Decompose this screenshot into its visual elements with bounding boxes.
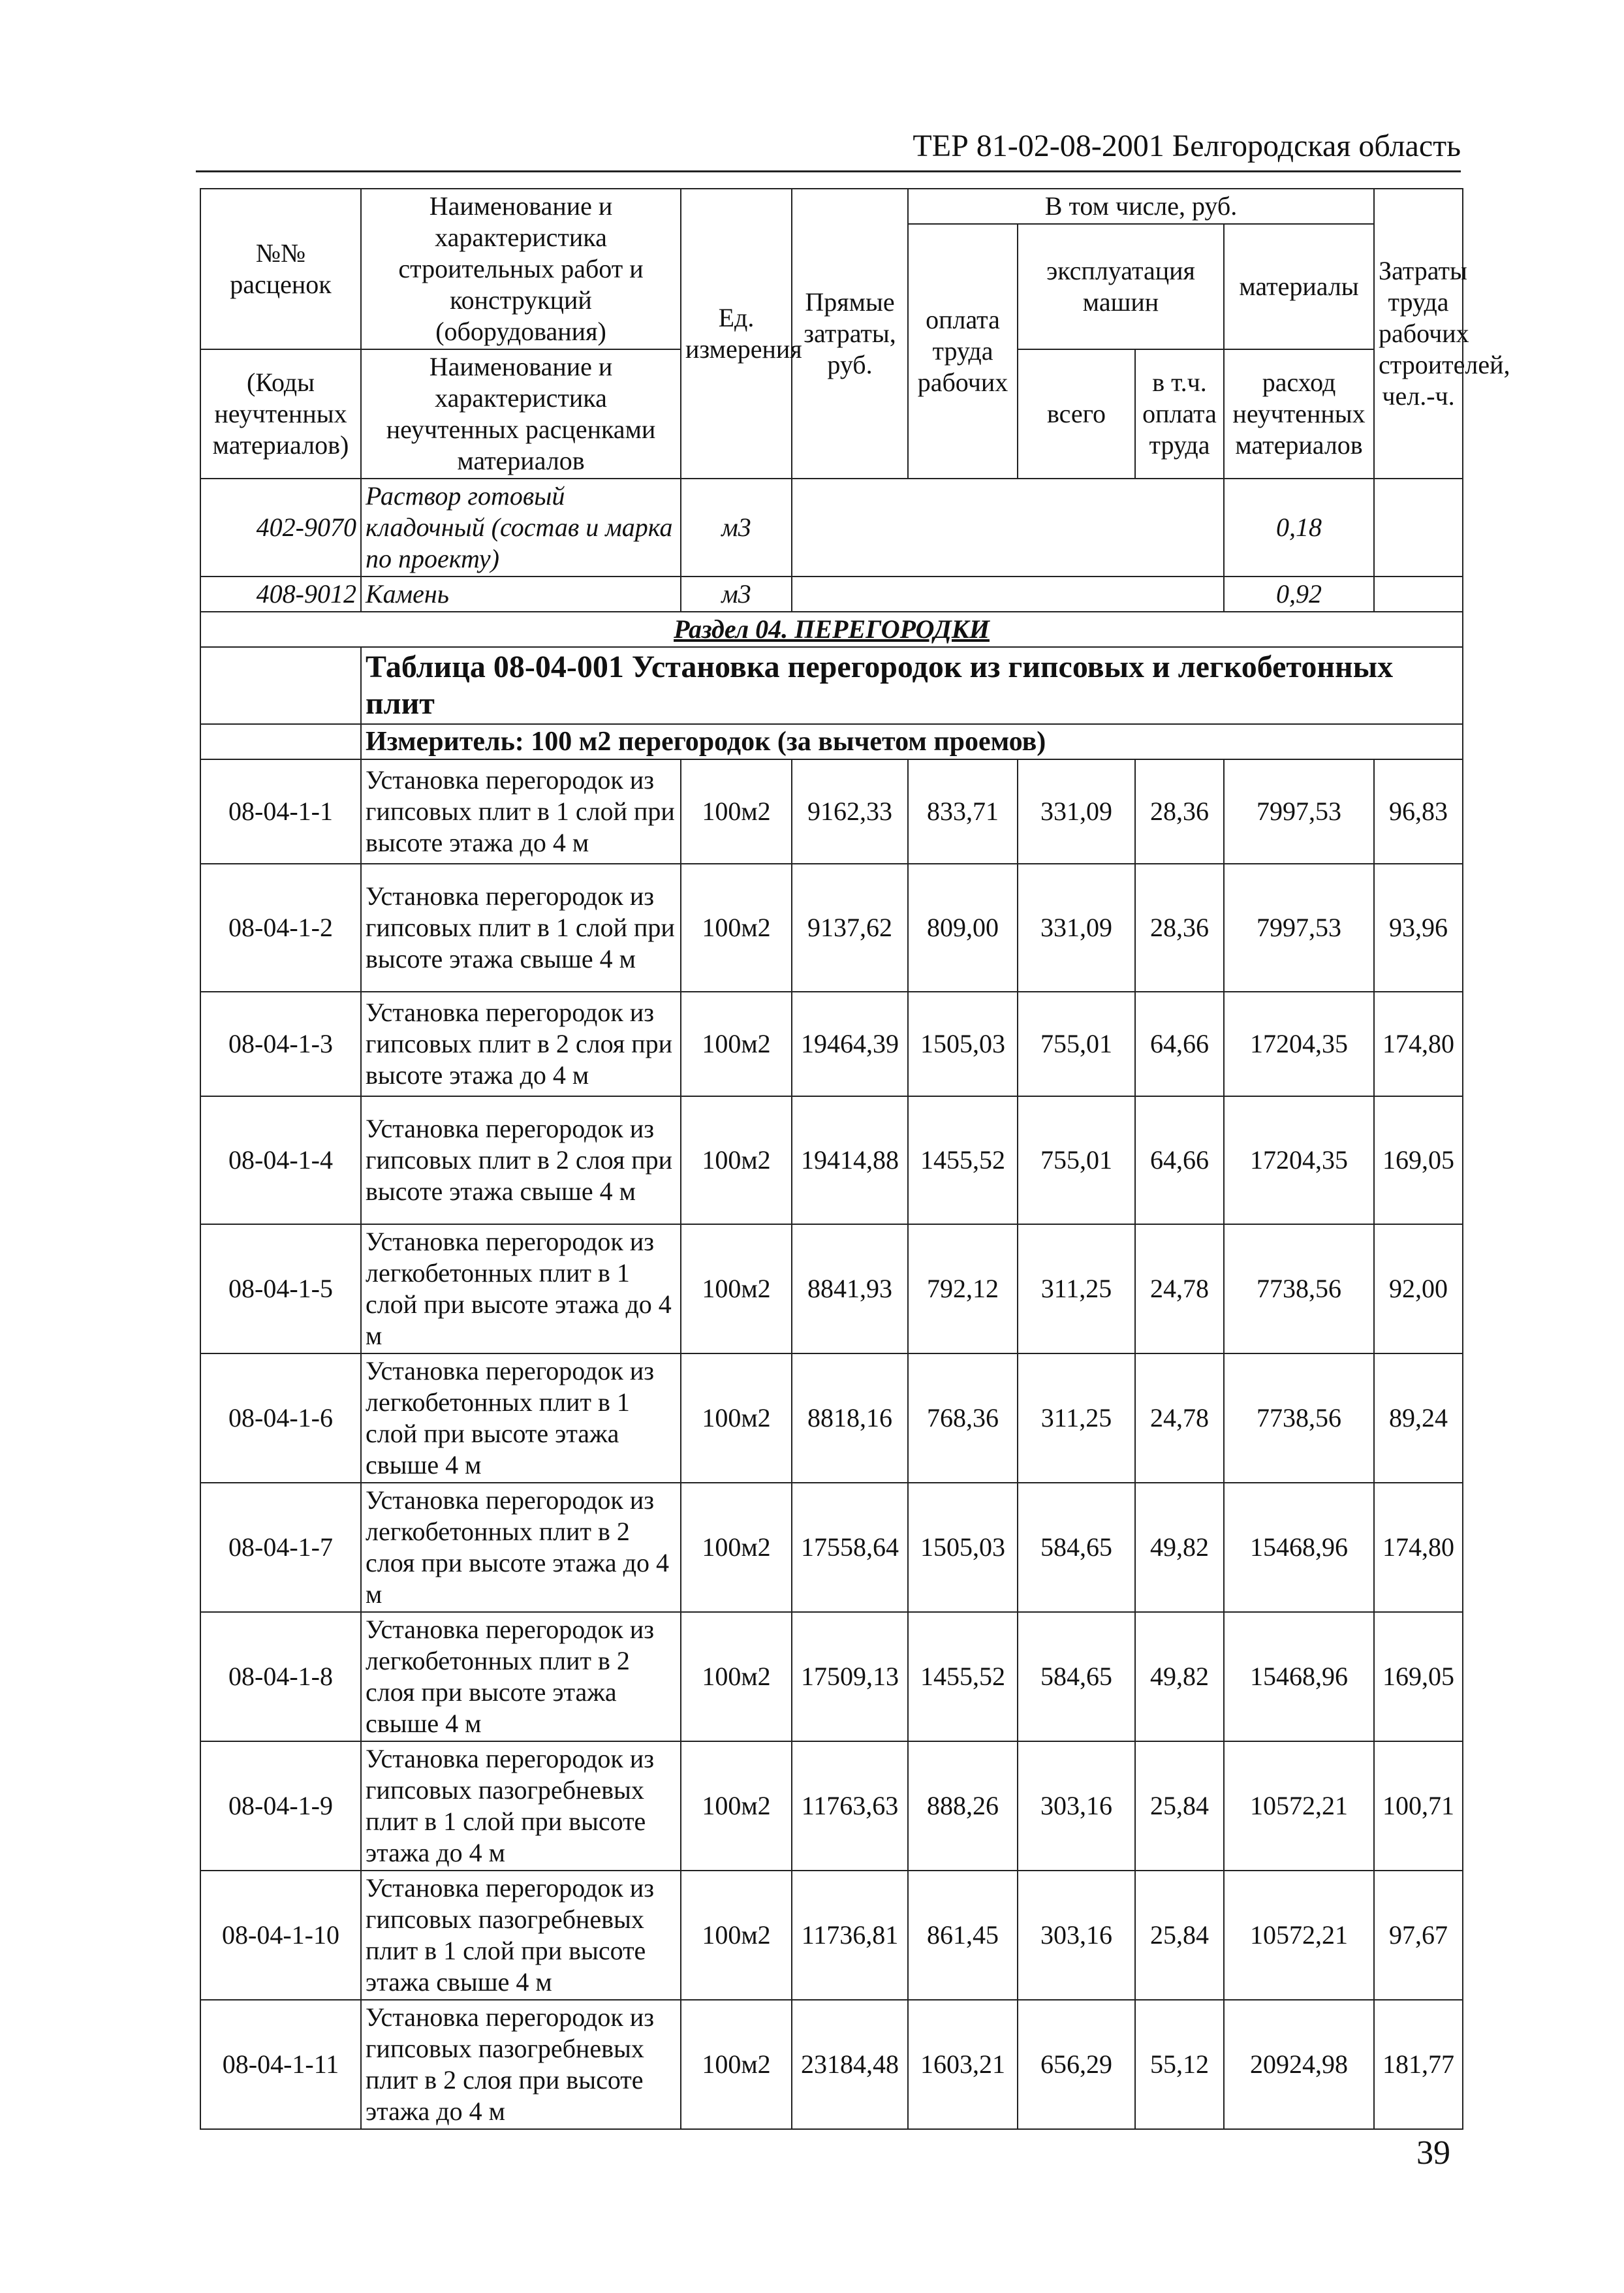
rate-description: Установка перегородок из гипсовых пазогребневых плит в 1 слой при высоте этажа до 4 м <box>361 1741 681 1871</box>
rate-code: 08-04-1-6 <box>200 1353 361 1483</box>
labor-pay: 861,45 <box>908 1871 1018 2000</box>
labor-hours: 169,05 <box>1374 1612 1463 1741</box>
col-machines-pay-header: в т.ч. оплата труда <box>1135 349 1224 479</box>
materials-cost: 7738,56 <box>1224 1224 1374 1353</box>
col-labor-cost-header: Затраты труда рабочих строителей, чел.-ч. <box>1374 189 1463 479</box>
material-code: 402-9070 <box>200 479 361 577</box>
rate-unit: 100м2 <box>681 759 792 864</box>
rate-code: 08-04-1-7 <box>200 1483 361 1612</box>
col-name-header: Наименование и характеристика строительных работ и конструкций (оборудования) <box>361 189 681 349</box>
rate-unit: 100м2 <box>681 1483 792 1612</box>
direct-cost: 11763,63 <box>792 1741 908 1871</box>
materials-cost: 17204,35 <box>1224 992 1374 1096</box>
table-row <box>200 1612 1463 1741</box>
labor-hours: 169,05 <box>1374 1096 1463 1224</box>
direct-cost: 19414,88 <box>792 1096 908 1224</box>
direct-cost: 17558,64 <box>792 1483 908 1612</box>
table-row <box>200 1871 1463 2000</box>
rate-description: Установка перегородок из легкобетонных плит в 2 слоя при высоте этажа свыше 4 м <box>361 1612 681 1741</box>
machines-cost: 311,25 <box>1018 1224 1135 1353</box>
machines-labor-pay: 49,82 <box>1135 1483 1224 1612</box>
rate-code: 08-04-1-4 <box>200 1096 361 1224</box>
labor-hours: 93,96 <box>1374 864 1463 992</box>
direct-cost: 17509,13 <box>792 1612 908 1741</box>
table-row <box>200 864 1463 992</box>
rate-description: Установка перегородок из гипсовых плит в 2 слоя при высоте этажа свыше 4 м <box>361 1096 681 1224</box>
machines-cost: 331,09 <box>1018 864 1135 992</box>
labor-hours: 89,24 <box>1374 1353 1463 1483</box>
rate-description: Установка перегородок из гипсовых плит в 2 слоя при высоте этажа до 4 м <box>361 992 681 1096</box>
col-materials-header: материалы <box>1224 224 1374 349</box>
col-incl-header: В том числе, руб. <box>908 189 1374 224</box>
machines-cost: 311,25 <box>1018 1353 1135 1483</box>
table-row <box>200 1096 1463 1224</box>
labor-pay: 1455,52 <box>908 1612 1018 1741</box>
materials-cost: 15468,96 <box>1224 1612 1374 1741</box>
materials-cost: 15468,96 <box>1224 1483 1374 1612</box>
table-row <box>200 1741 1463 1871</box>
machines-cost: 755,01 <box>1018 992 1135 1096</box>
document-header: ТЕР 81-02-08-2001 Белгородская область <box>196 128 1461 172</box>
labor-pay: 888,26 <box>908 1741 1018 1871</box>
rate-unit: 100м2 <box>681 1612 792 1741</box>
rate-unit: 100м2 <box>681 1224 792 1353</box>
rate-code: 08-04-1-10 <box>200 1871 361 2000</box>
machines-cost: 584,65 <box>1018 1612 1135 1741</box>
labor-hours: 181,77 <box>1374 2000 1463 2129</box>
table-row <box>200 2000 1463 2129</box>
labor-hours: 97,67 <box>1374 1871 1463 2000</box>
machines-labor-pay: 28,36 <box>1135 759 1224 864</box>
rate-description: Установка перегородок из легкобетонных плит в 2 слоя при высоте этажа до 4 м <box>361 1483 681 1612</box>
machines-labor-pay: 24,78 <box>1135 1353 1224 1483</box>
rate-description: Установка перегородок из гипсовых пазогребневых плит в 1 слой при высоте этажа свыше 4 м <box>361 1871 681 2000</box>
material-unit: м3 <box>681 479 792 577</box>
machines-labor-pay: 25,84 <box>1135 1871 1224 2000</box>
machines-cost: 656,29 <box>1018 2000 1135 2129</box>
col-name-subheader: Наименование и характеристика неучтенных расценками материалов <box>361 349 681 479</box>
rate-description: Установка перегородок из гипсовых плит в 1 слой при высоте этажа до 4 м <box>361 759 681 864</box>
material-row <box>200 479 1463 577</box>
rate-code: 08-04-1-2 <box>200 864 361 992</box>
materials-cost: 10572,21 <box>1224 1741 1374 1871</box>
rate-code: 08-04-1-3 <box>200 992 361 1096</box>
direct-cost: 9162,33 <box>792 759 908 864</box>
rate-unit: 100м2 <box>681 864 792 992</box>
rate-unit: 100м2 <box>681 2000 792 2129</box>
col-machines-header: эксплуатация машин <box>1018 224 1224 349</box>
col-materials-use-header: расход неучтенных материалов <box>1224 349 1374 479</box>
labor-hours: 92,00 <box>1374 1224 1463 1353</box>
page-number: 39 <box>1416 2134 1450 2172</box>
labor-pay: 1505,03 <box>908 992 1018 1096</box>
machines-labor-pay: 28,36 <box>1135 864 1224 992</box>
machines-labor-pay: 55,12 <box>1135 2000 1224 2129</box>
rate-code: 08-04-1-1 <box>200 759 361 864</box>
col-machines-total-header: всего <box>1018 349 1135 479</box>
table-row <box>200 1483 1463 1612</box>
labor-hours: 100,71 <box>1374 1741 1463 1871</box>
materials-cost: 7738,56 <box>1224 1353 1374 1483</box>
machines-cost: 303,16 <box>1018 1741 1135 1871</box>
col-unit-header: Ед. измерения <box>681 189 792 479</box>
labor-hours: 174,80 <box>1374 1483 1463 1612</box>
direct-cost: 8818,16 <box>792 1353 908 1483</box>
table-title: Таблица 08-04-001 Установка перегородок из гипсовых и легкобетонных плит <box>361 647 1463 724</box>
material-name: Раствор готовый кладочный (состав и марка по проекту) <box>361 479 681 577</box>
materials-cost: 20924,98 <box>1224 2000 1374 2129</box>
rate-code: 08-04-1-9 <box>200 1741 361 1871</box>
labor-hours: 96,83 <box>1374 759 1463 864</box>
rate-unit: 100м2 <box>681 1353 792 1483</box>
machines-cost: 755,01 <box>1018 1096 1135 1224</box>
materials-cost: 7997,53 <box>1224 759 1374 864</box>
direct-cost: 11736,81 <box>792 1871 908 2000</box>
machines-labor-pay: 24,78 <box>1135 1224 1224 1353</box>
labor-pay: 1455,52 <box>908 1096 1018 1224</box>
labor-pay: 1505,03 <box>908 1483 1018 1612</box>
table-row <box>200 992 1463 1096</box>
rate-rows <box>200 759 1463 2129</box>
labor-pay: 809,00 <box>908 864 1018 992</box>
rate-unit: 100м2 <box>681 1871 792 2000</box>
material-row <box>200 577 1463 612</box>
rate-description: Установка перегородок из легкобетонных плит в 1 слой при высоте этажа до 4 м <box>361 1224 681 1353</box>
material-code: 408-9012 <box>200 577 361 612</box>
col-direct-header: Прямые затраты, руб. <box>792 189 908 479</box>
machines-labor-pay: 64,66 <box>1135 992 1224 1096</box>
labor-pay: 768,36 <box>908 1353 1018 1483</box>
direct-cost: 19464,39 <box>792 992 908 1096</box>
material-qty: 0,18 <box>1224 479 1374 577</box>
labor-hours: 174,80 <box>1374 992 1463 1096</box>
direct-cost: 8841,93 <box>792 1224 908 1353</box>
labor-pay: 792,12 <box>908 1224 1018 1353</box>
machines-cost: 303,16 <box>1018 1871 1135 2000</box>
rate-description: Установка перегородок из легкобетонных плит в 1 слой при высоте этажа свыше 4 м <box>361 1353 681 1483</box>
direct-cost: 9137,62 <box>792 864 908 992</box>
measure-unit: Измеритель: 100 м2 перегородок (за вычетом проемов) <box>361 724 1463 759</box>
col-code-header: №№ расценок <box>200 189 361 349</box>
direct-cost: 23184,48 <box>792 2000 908 2129</box>
material-qty: 0,92 <box>1224 577 1374 612</box>
table-row <box>200 1353 1463 1483</box>
section-title: Раздел 04. ПЕРЕГОРОДКИ <box>200 612 1463 647</box>
material-name: Камень <box>361 577 681 612</box>
table-row <box>200 759 1463 864</box>
rate-unit: 100м2 <box>681 992 792 1096</box>
rates-table <box>200 188 1510 2130</box>
rate-description: Установка перегородок из гипсовых плит в 1 слой при высоте этажа свыше 4 м <box>361 864 681 992</box>
rate-unit: 100м2 <box>681 1741 792 1871</box>
materials-cost: 7997,53 <box>1224 864 1374 992</box>
machines-cost: 331,09 <box>1018 759 1135 864</box>
rate-unit: 100м2 <box>681 1096 792 1224</box>
rate-code: 08-04-1-8 <box>200 1612 361 1741</box>
materials-cost: 17204,35 <box>1224 1096 1374 1224</box>
material-unit: м3 <box>681 577 792 612</box>
table-row <box>200 1224 1463 1353</box>
rate-description: Установка перегородок из гипсовых пазогребневых плит в 2 слоя при высоте этажа до 4 м <box>361 2000 681 2129</box>
rate-code: 08-04-1-11 <box>200 2000 361 2129</box>
col-labor-pay-header: оплата труда рабочих <box>908 224 1018 479</box>
col-code-subheader: (Коды неучтенных материалов) <box>200 349 361 479</box>
labor-pay: 833,71 <box>908 759 1018 864</box>
machines-labor-pay: 64,66 <box>1135 1096 1224 1224</box>
materials-cost: 10572,21 <box>1224 1871 1374 2000</box>
rate-code: 08-04-1-5 <box>200 1224 361 1353</box>
machines-labor-pay: 49,82 <box>1135 1612 1224 1741</box>
machines-labor-pay: 25,84 <box>1135 1741 1224 1871</box>
machines-cost: 584,65 <box>1018 1483 1135 1612</box>
labor-pay: 1603,21 <box>908 2000 1018 2129</box>
